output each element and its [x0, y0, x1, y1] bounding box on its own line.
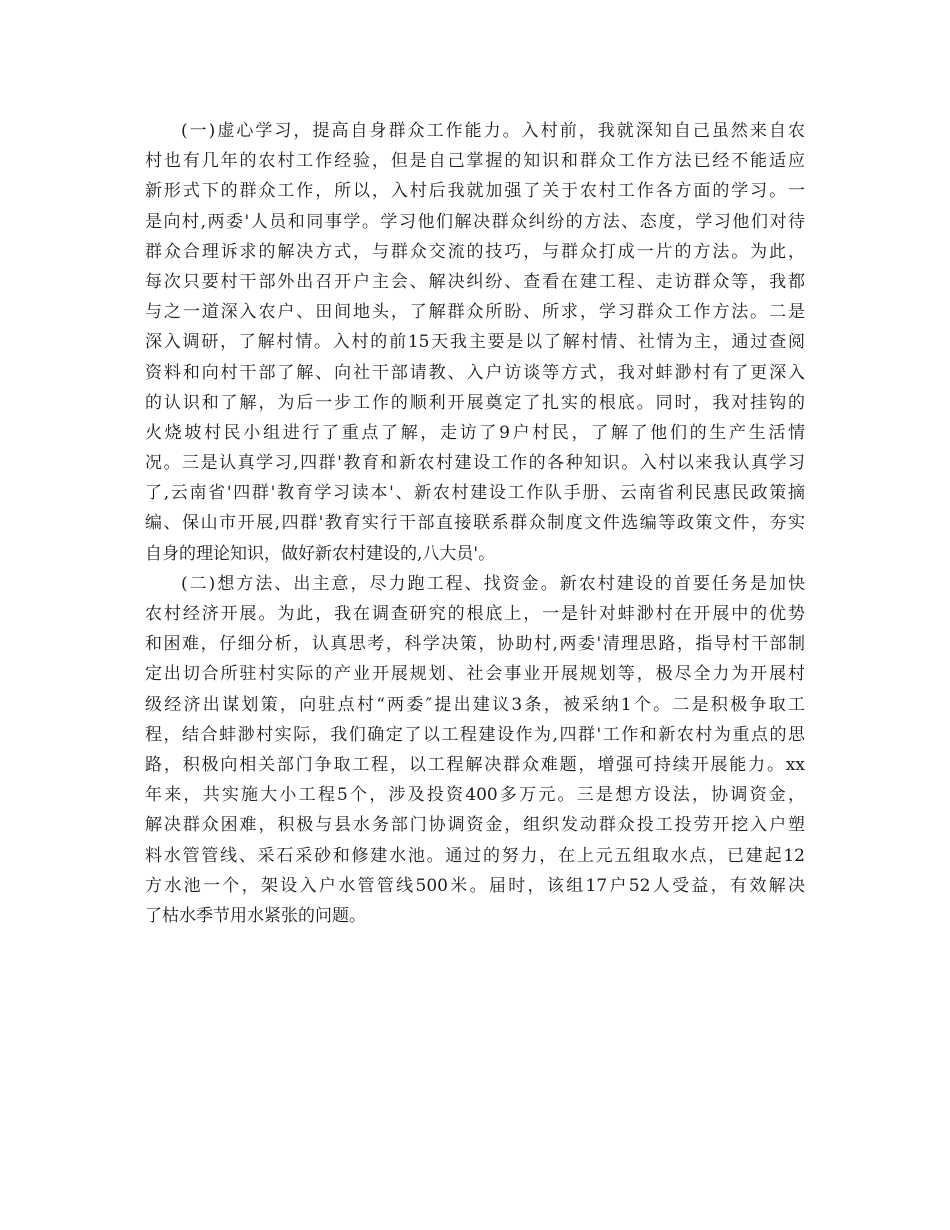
paragraph-line: 深入调研，了解村情。入村的前15天我主要是以了解村情、社情为主，通过查阅	[145, 332, 805, 353]
paragraph-line: 程，结合蚌渺村实际，我们确定了以工程建设作为,四群'工作和新农村为重点的思	[145, 724, 805, 745]
paragraph-line: 年来，共实施大小工程5个，涉及投资400多万元。三是想方设法，协调资金，	[145, 785, 805, 806]
paragraph-line: 了,云南省'四群'教育学习读本'、新农村建设工作队手册、云南省利民惠民政策摘	[145, 483, 805, 504]
paragraph-line: 方水池一个，架设入户水管管线500米。届时，该组17户52人受益，有效解决	[145, 875, 805, 896]
paragraph-2	[145, 569, 805, 931]
paragraph-line: 和困难，仔细分析，认真思考，科学决策，协助村,两委'清理思路，指导村干部制	[145, 634, 805, 655]
paragraph-line: (一)虚心学习，提高自身群众工作能力。入村前，我就深知自己虽然来自农	[181, 121, 805, 141]
paragraph-line: 了枯水季节用水紧张的问题。	[145, 905, 366, 926]
paragraph-line: (二)想方法、出主意，尽力跑工程、找资金。新农村建设的首要任务是加快	[181, 573, 805, 594]
paragraph-line: 编、保山市开展,四群'教育实行干部直接联系群众制度文件选编等政策文件，夯实	[145, 513, 805, 534]
paragraph-line: 级经济出谋划策，向驻点村“两委″提出建议3条，被采纳1个。二是积极争取工	[145, 694, 805, 715]
paragraph-line: 农村经济开展。为此，我在调查研究的根底上，一是针对蚌渺村在开展中的优势	[145, 604, 805, 624]
paragraph-line: 路，积极向相关部门争取工程，以工程解决群众难题，增强可持续开展能力。xx	[145, 754, 805, 775]
paragraph-line: 自身的理论知识，做好新农村建设的,八大员'。	[145, 543, 496, 564]
paragraph-line: 新形式下的群众工作，所以，入村后我就加强了关于农村工作各方面的学习。一	[145, 181, 805, 202]
paragraph-1	[145, 116, 805, 569]
paragraph-line: 群众合理诉求的解决方式，与群众交流的技巧，与群众打成一片的方法。为此，	[145, 241, 805, 262]
paragraph-line: 是向村,两委'人员和同事学。学习他们解决群众纠纷的方法、态度，学习他们对待	[145, 211, 805, 232]
paragraph-line: 火烧坡村民小组进行了重点了解，走访了9户村民，了解了他们的生产生活情	[145, 422, 805, 443]
paragraph-line: 解决群众困难，积极与县水务部门协调资金，组织发动群众投工投劳开挖入户塑	[145, 815, 805, 836]
document-body	[145, 116, 805, 931]
paragraph-line: 料水管管线、采石采砂和修建水池。通过的努力，在上元五组取水点，已建起12	[145, 845, 805, 866]
paragraph-line: 的认识和了解，为后一步工作的顺利开展奠定了扎实的根底。同时，我对挂钩的	[145, 392, 805, 413]
paragraph-line: 每次只要村干部外出召开户主会、解决纠纷、查看在建工程、走访群众等，我都	[145, 271, 805, 292]
paragraph-line: 定出切合所驻村实际的产业开展规划、社会事业开展规划等，极尽全力为开展村	[145, 664, 805, 685]
paragraph-line: 与之一道深入农户、田间地头，了解群众所盼、所求，学习群众工作方法。二是	[145, 302, 805, 323]
paragraph-line: 资料和向村干部了解、向社干部请教、入户访谈等方式，我对蚌渺村有了更深入	[145, 362, 805, 383]
paragraph-line: 况。三是认真学习,四群'教育和新农村建设工作的各种知识。入村以来我认真学习	[145, 453, 805, 474]
paragraph-line: 村也有几年的农村工作经验，但是自己掌握的知识和群众工作方法已经不能适应	[145, 151, 805, 172]
